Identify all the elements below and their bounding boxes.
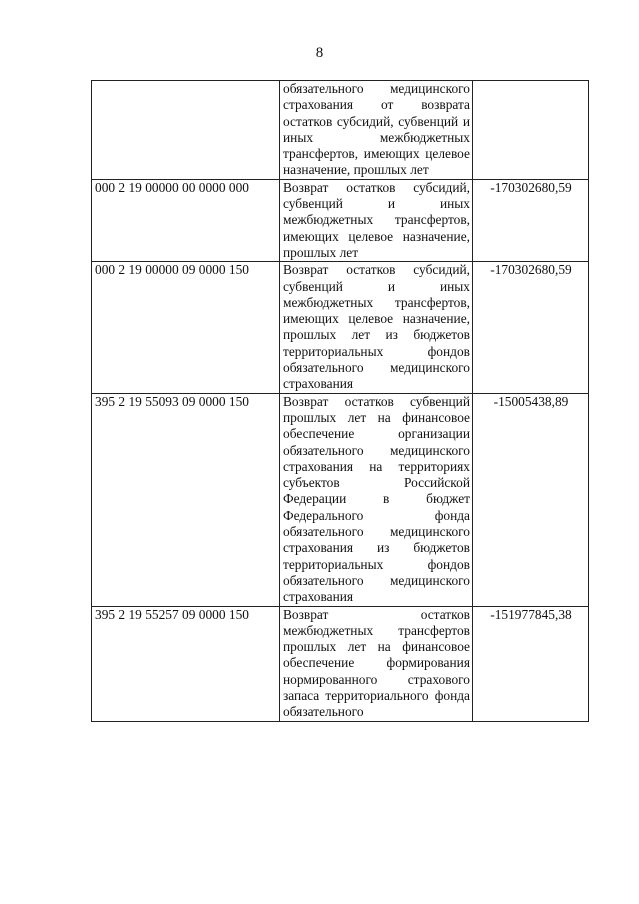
code-cell: 395 2 19 55093 09 0000 150 (92, 393, 280, 606)
budget-table (91, 80, 589, 722)
description-cell: обязательного медицинского страхования от возврата остатков субсидий, субвенций и иных межбюджетных трансфертов, имеющих целевое назначение, прошлых лет (280, 81, 473, 180)
description-cell: Возврат остатков субсидий, субвенций и иных межбюджетных трансфертов, имеющих целевое назначение, прошлых лет (280, 179, 473, 261)
table-row (92, 262, 589, 393)
table-row (92, 606, 589, 721)
page-number: 8 (315, 45, 324, 61)
code-cell: 000 2 19 00000 00 0000 000 (92, 179, 280, 261)
description-cell: Возврат остатков межбюджетных трансфертов прошлых лет на финансовое обеспечение формирования нормированного страхового запаса территориального фонда обязательного (280, 606, 473, 721)
amount-cell (473, 81, 589, 180)
code-cell (92, 81, 280, 180)
amount-cell: -170302680,59 (473, 179, 589, 261)
amount-cell: -15005438,89 (473, 393, 589, 606)
amount-cell: -170302680,59 (473, 262, 589, 393)
table-row (92, 81, 589, 180)
table-row (92, 179, 589, 261)
table-row (92, 393, 589, 606)
code-cell: 395 2 19 55257 09 0000 150 (92, 606, 280, 721)
description-cell: Возврат остатков субсидий, субвенций и иных межбюджетных трансфертов, имеющих целевое назначение, прошлых лет из бюджетов территориальных фондов обязательного медицинского страхования (280, 262, 473, 393)
amount-cell: -151977845,38 (473, 606, 589, 721)
description-cell: Возврат остатков субвенций прошлых лет на финансовое обеспечение организации обязательного медицинского страхования на территориях субъектов Российской Федерации в бюджет Федерального фонда обязательного медицинского страхования из бюджетов территориальных фондов обязательного медицинского страхования (280, 393, 473, 606)
code-cell: 000 2 19 00000 09 0000 150 (92, 262, 280, 393)
